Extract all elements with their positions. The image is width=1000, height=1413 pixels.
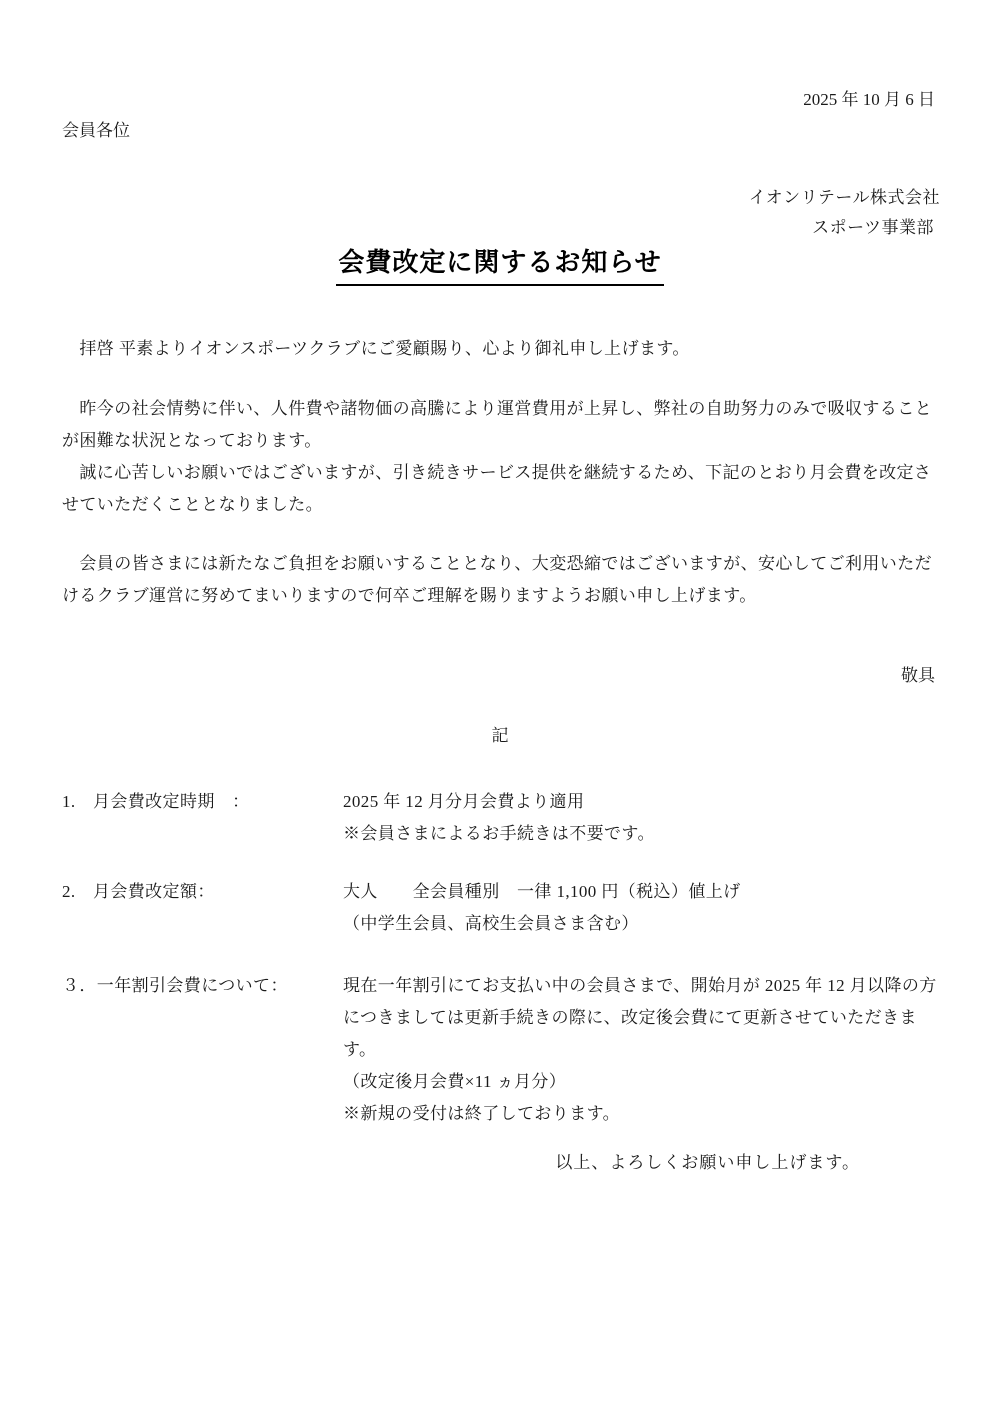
list-item-revision-amount xyxy=(62,876,942,940)
item-line: 2025 年 12 月分月会費より適用 xyxy=(343,792,585,811)
body-paragraph-apology xyxy=(62,548,942,612)
item-line: につきましては更新手続きの際に、改定後会費にて更新させていただきます。 xyxy=(343,1008,917,1059)
body-line: 会員の皆さまには新たなご負担をお願いすることとなり、大変恐縮ではございますが、安心してご利用いただ xyxy=(62,554,932,573)
greeting-paragraph xyxy=(62,333,938,365)
body-paragraph-costs xyxy=(62,393,942,521)
item-content xyxy=(343,876,942,940)
greeting-line: 拝啓 平素よりイオンスポーツクラブにご愛顧賜り、心より御礼申し上げます。 xyxy=(62,339,690,358)
body-line: 誠に心苦しいお願いではございますが、引き続きサービス提供を継続するため、下記のとおり月会費を改定さ xyxy=(62,463,932,482)
item-line: 現在一年割引にてお支払い中の会員さまで、開始月が 2025 年 12 月以降の方 xyxy=(343,976,937,995)
item-content xyxy=(343,786,942,850)
item-line: ※会員さまによるお手続きは不要です。 xyxy=(343,824,655,843)
item-label: ３．一年割引会費について： xyxy=(62,976,288,995)
sender-company: イオンリテール株式会社 xyxy=(748,188,940,207)
recipient: 会員各位 xyxy=(62,121,130,140)
body-line: が困難な状況となっております。 xyxy=(62,431,322,450)
item-label: 2. 月会費改定額： xyxy=(62,882,215,901)
item-line: （改定後月会費×11 ヵ月分） xyxy=(343,1072,567,1091)
item-line: ※新規の受付は終了しております。 xyxy=(343,1104,621,1123)
body-line: けるクラブ運営に努めてまいりますので何卒ご理解を賜りますようお願い申し上げます。 xyxy=(62,586,757,605)
sender-department: スポーツ事業部 xyxy=(812,218,934,237)
list-item-revision-timing xyxy=(62,786,942,850)
title-row xyxy=(0,246,1000,286)
page-title: 会費改定に関するお知らせ xyxy=(336,246,663,286)
body-line: せていただくこととなりました。 xyxy=(62,495,323,514)
document-date: 2025 年 10 月 6 日 xyxy=(803,90,935,109)
closing-request-line: 以上、よろしくお願い申し上げます。 xyxy=(555,1153,860,1172)
item-content xyxy=(343,970,942,1130)
notation-marker: 記 xyxy=(491,726,509,745)
list-item-annual-discount xyxy=(62,970,942,1130)
body-line: 昨今の社会情勢に伴い、人件費や諸物価の高騰により運営費用が上昇し、弊社の自助努力のみで吸収すること xyxy=(62,399,932,418)
item-line: 大人 全会員種別 一律 1,100 円（税込）値上げ xyxy=(343,882,741,901)
closing-word: 敬具 xyxy=(901,666,935,685)
item-line: （中学生会員、高校生会員さま含む） xyxy=(343,914,639,933)
item-label: 1. 月会費改定時期 ： xyxy=(62,792,250,811)
